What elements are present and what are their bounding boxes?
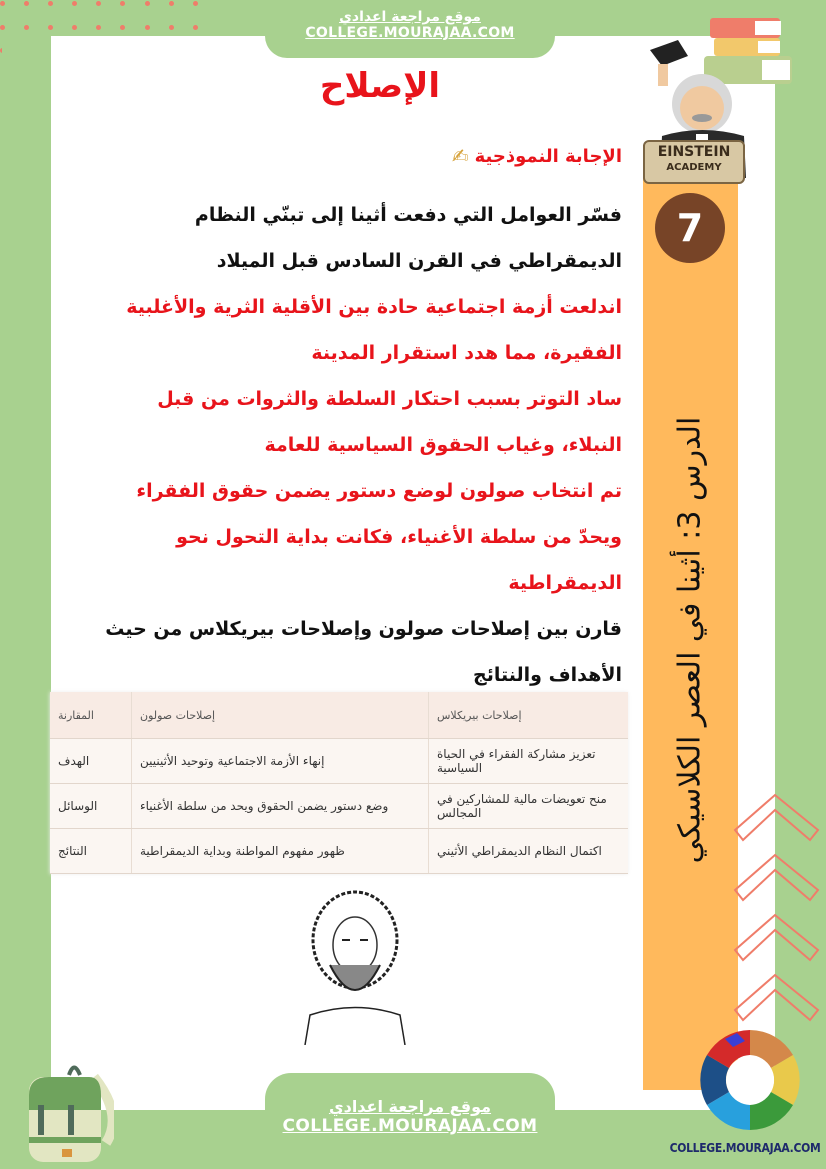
row-label: النتائج	[50, 829, 132, 874]
header-site-tab[interactable]	[265, 0, 555, 58]
model-answer-label: الإجابة النموذجية	[474, 145, 622, 167]
backpack-icon	[14, 1055, 114, 1165]
footer-site-name[interactable]: موقع مراجعة اعدادي	[328, 1097, 492, 1116]
writing-hand-icon: ✍	[451, 144, 469, 168]
badge-line-2: ACADEMY	[666, 162, 722, 173]
page-title: الإصلاح	[319, 66, 441, 106]
row-label: الهدف	[50, 739, 132, 784]
badge-line-1: EINSTEIN	[657, 144, 731, 160]
greek-bust-illustration	[280, 885, 430, 1045]
header-cell-comparison: المقارنة	[50, 692, 132, 739]
answer-1-point-1: اندلعت أزمة اجتماعية حادة بين الأقلية الثرية والأغلبية الفقيرة، مما هدد استقرار المدينة	[126, 296, 622, 364]
page-number-badge: 7	[655, 193, 725, 263]
table-row	[50, 784, 628, 829]
solon-cell: ظهور مفهوم المواطنة وبداية الديمقراطية	[132, 829, 429, 874]
footer-site-tab[interactable]	[265, 1073, 555, 1169]
question-2: قارن بين إصلاحات صولون وإصلاحات بيريكلاس من حيث الأهداف والنتائج	[105, 618, 622, 686]
answer-body	[102, 192, 622, 698]
solon-cell: إنهاء الأزمة الاجتماعية وتوحيد الأثينيين	[132, 739, 429, 784]
pericles-cell: اكتمال النظام الديمقراطي الأثيني	[429, 829, 629, 874]
pericles-cell: منح تعويضات مالية للمشاركين في المجالس	[429, 784, 629, 829]
chevron-up-decoration-icon	[730, 790, 826, 1040]
header-site-url[interactable]: COLLEGE.MOURAJAA.COM	[305, 25, 515, 41]
question-1: فسّر العوامل التي دفعت أثينا إلى تبنّي النظام الديمقراطي في القرن السادس قبل الميلاد	[194, 204, 622, 272]
subjects-wheel-logo	[695, 1025, 805, 1135]
comparison-table	[50, 692, 628, 874]
lesson-title-vertical: الدرس 3: أثينا في العصر الكلاسيكي	[672, 416, 708, 864]
left-frame-strip	[2, 36, 51, 1110]
header-site-name[interactable]: موقع مراجعة اعدادي	[339, 9, 481, 25]
row-label: الوسائل	[50, 784, 132, 829]
header-cell-pericles: إصلاحات بيريكلاس	[429, 692, 629, 739]
table-row	[50, 739, 628, 784]
einstein-academy-badge	[643, 140, 745, 184]
solon-cell: وضع دستور يضمن الحقوق ويحد من سلطة الأغنياء	[132, 784, 429, 829]
pericles-cell: تعزيز مشاركة الفقراء في الحياة السياسية	[429, 739, 629, 784]
table-header-row	[50, 692, 628, 739]
footer-site-url[interactable]: COLLEGE.MOURAJAA.COM	[282, 1116, 538, 1136]
table-row	[50, 829, 628, 874]
answer-1-point-2: ساد التوتر بسبب احتكار السلطة والثروات من قبل النبلاء، وغياب الحقوق السياسية للعامة	[157, 388, 622, 456]
bottom-site-logo[interactable]: COLLEGE.MOURAJAA.COM	[669, 1141, 821, 1155]
header-cell-solon: إصلاحات صولون	[132, 692, 429, 739]
model-answer-heading	[452, 144, 622, 168]
answer-1-point-3: تم انتخاب صولون لوضع دستور يضمن حقوق الفقراء ويحدّ من سلطة الأغنياء، فكانت بداية التحول نحو الديمقراطية	[136, 480, 622, 594]
